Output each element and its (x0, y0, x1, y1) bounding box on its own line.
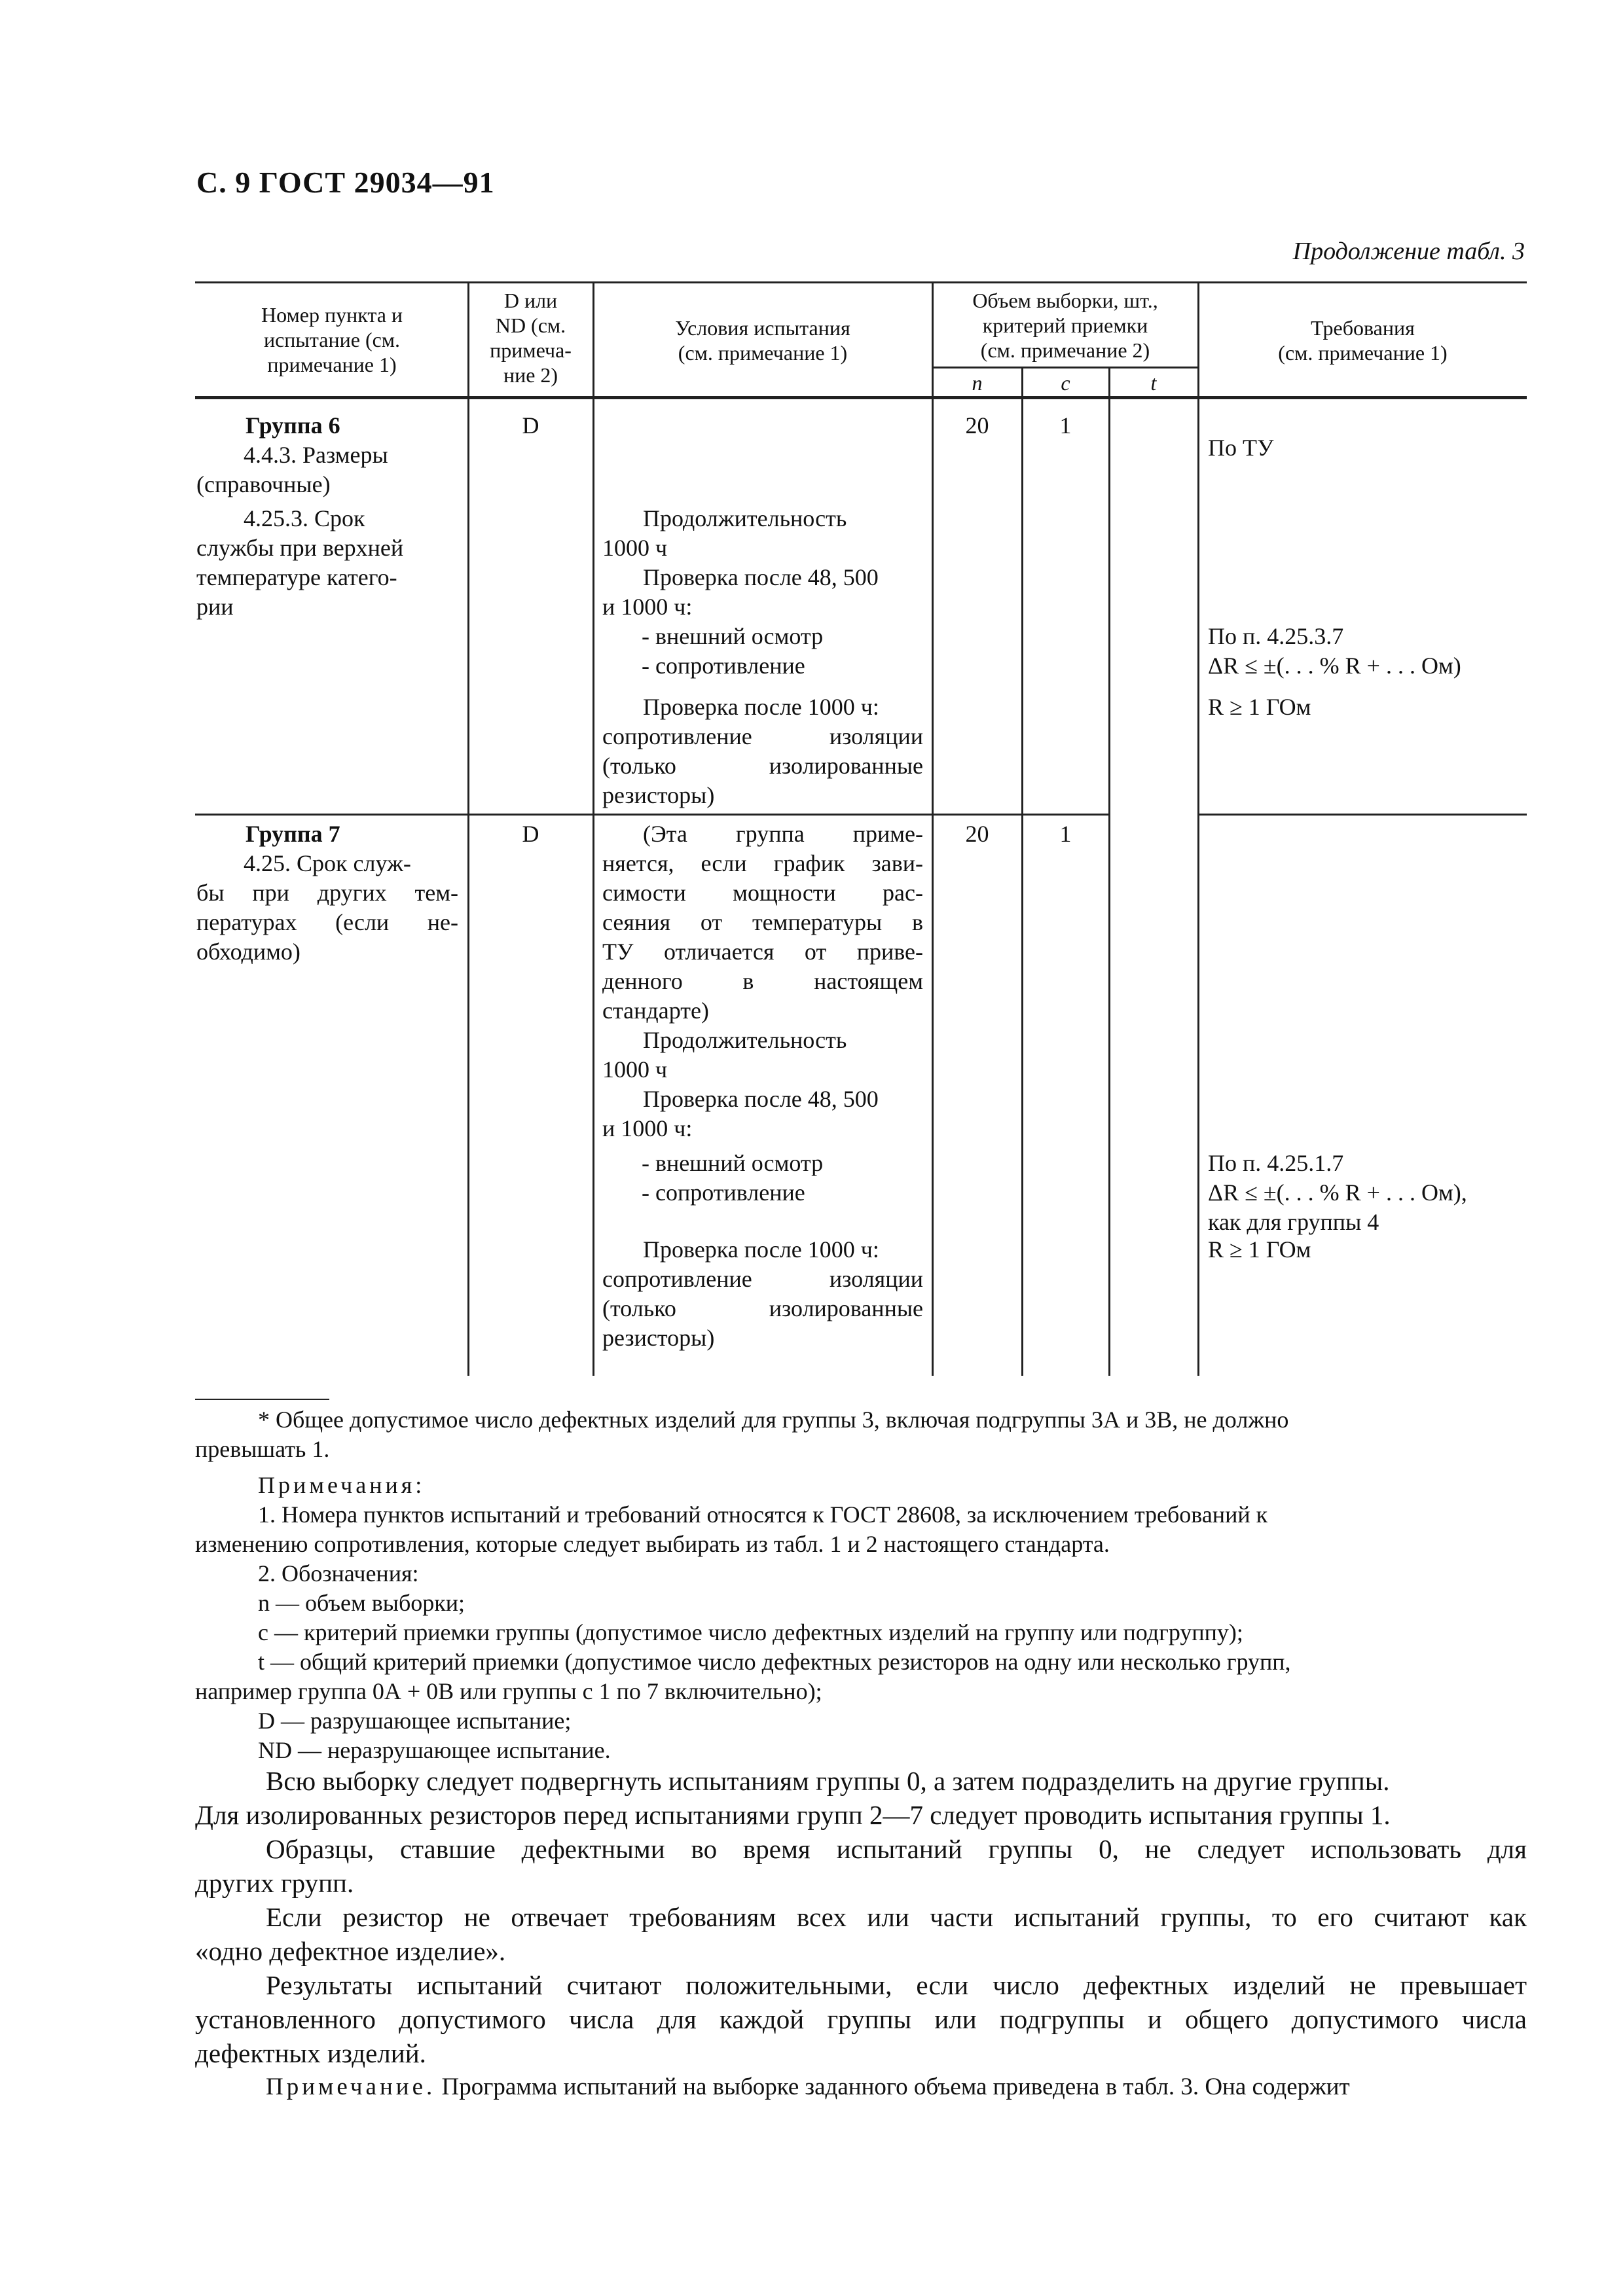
group7-req-resistance: По п. 4.25.1.7 ΔR ≤ ±(. . . % R + . . . Ом), как для группы 4 (1208, 1150, 1467, 1235)
table-header-rule (195, 396, 1527, 399)
note-d-definition: D — разрушающее испытание; (258, 1708, 572, 1734)
table-group6-rule (195, 814, 1108, 816)
body-text: Всю выборку следует подвергнуть испытаниям группы 0, а затем подразделить на другие группы. Для изолированных резисторов перед испытаниями групп 2—7 следует проводить испытания группы 1. Образцы, ставшие дефектными во время испытаний группы 0, не следует использовать для других групп. Если резистор не отвечает требованиям всех или части испытаний группы, то его считают как «одно дефектное изделие». Результаты испытаний считают положительными, если число дефектных изделий не превышает установленного допустимого числа для каждой группы или подгруппы и общего допустимого числа дефектных изделий. Примечание. Программа испытаний на выборке заданного объема приведена в табл. 3. Она содержит (195, 1764, 1527, 2104)
col-divider-c (1108, 367, 1110, 1376)
group6-cond-duration: Продолжительность 1000 ч (602, 505, 847, 561)
header-col-item: Номер пункта и испытание (см. примечание 1) (261, 303, 403, 376)
col-divider-2 (593, 281, 594, 1376)
header-sub-c: c (1061, 371, 1070, 395)
paragraph-1: Всю выборку следует подвергнуть испытаниям группы 0, а затем подразделить на другие группы. (266, 1766, 1390, 1796)
header-sub-n: n (972, 371, 983, 395)
paragraph-4: Результаты испытаний считают положительными, если число дефектных изделий не превышает (266, 1970, 1527, 2000)
group6-item1: 4.4.3. Размеры (справочные) (196, 442, 388, 497)
group6-d: D (522, 412, 539, 439)
group7-cond-list: - внешний осмотр - сопротивление (642, 1150, 824, 1206)
note-c-definition: c — критерий приемки группы (допустимое число дефектных изделий на группу или подгруппу); (258, 1619, 1243, 1645)
group7-d: D (522, 821, 539, 847)
notes-title: Примечания: (258, 1472, 426, 1498)
paragraph-2: Образцы, ставшие дефектными во время испытаний группы 0, не следует использовать для (266, 1834, 1527, 1864)
footnote: * Общее допустимое число дефектных изделий для группы 3, включая подгруппы 3А и 3В, не должно превышать 1. (195, 1407, 1289, 1462)
group6-req-resistance: По п. 4.25.3.7 ΔR ≤ ±(. . . % R + . . . Ом) (1208, 623, 1461, 679)
note-n-definition: n — объем выборки; (258, 1590, 465, 1616)
group6-c: 1 (1059, 412, 1072, 439)
group7-item-cell (246, 819, 455, 849)
table-top-rule (195, 281, 1527, 283)
group7-cond-applicability: (Эта группа приме- няется, если график зави- симости мощности рас- сеяния от температуры в ТУ отличается от приве- денного в настоящем стандарте) (602, 821, 923, 1024)
page-header: С. 9 ГОСТ 29034—91 (196, 166, 495, 199)
group6-req-insulation: R ≥ 1 ГОм (1208, 694, 1311, 720)
group7-c: 1 (1059, 821, 1072, 847)
group6-item-cell (246, 411, 455, 440)
header-col-conditions: Условия испытания (см. примечание 1) (675, 316, 850, 365)
group7-cond-duration: Продолжительность 1000 ч (602, 1027, 847, 1083)
notes-section: Примечания: 1. Номера пунктов испытаний и требований относятся к ГОСТ 28608, за исключением требований к изменению сопротивления, которые следует выбирать из табл. 1 и 2 настоящего стандарта. 2. Обозначения: n — объем выборки; c — критерий приемки группы (допустимое число дефектных изделий на группу или подгруппу); t — общий критерий приемки (допустимое число дефектных резисторов на одну или несколько групп, например группа 0А + 0В или группы с 1 по 7 включительно); D — разрушающее испытание; ND — неразрушающее испытание. (195, 1471, 1527, 1765)
header-col-sample: Объем выборки, шт., критерий приемки (см. примечание 2) (972, 289, 1158, 362)
group6-item2: 4.25.3. Срок службы при верхней температуре катего- рии (196, 505, 404, 620)
group7-cond-insulation: Проверка после 1000 ч: сопротивление изоляции (только изолированные резисторы) (602, 1236, 923, 1351)
note-nd-definition: ND — неразрушающее испытание. (258, 1737, 611, 1763)
group7-item: 4.25. Срок служ- бы при других тем- пературах (если не- обходимо) (196, 850, 458, 965)
header-sub-t: t (1150, 371, 1157, 395)
table-continuation-label: Продолжение табл. 3 (1292, 238, 1525, 265)
group6-cond-insulation: Проверка после 1000 ч: сопротивление изоляции (только изолированные резисторы) (602, 694, 923, 808)
group6-req-tu: По ТУ (1208, 435, 1274, 461)
group6-cond-list: - внешний осмотр - сопротивление (642, 623, 824, 679)
header-col-d-nd: D или ND (см. примеча- ние 2) (490, 289, 572, 387)
footnote-rule (195, 1399, 329, 1400)
group6-n: 20 (965, 412, 989, 439)
group6-cond-check: Проверка после 48, 500 и 1000 ч: (602, 564, 879, 620)
paragraph-3: Если резистор не отвечает требованиям всех или части испытаний группы, то его считают как (266, 1902, 1527, 1932)
table-group7-rule (1197, 814, 1527, 816)
header-col-requirements: Требования (см. примечание 1) (1278, 316, 1448, 365)
col-divider-4 (1197, 281, 1199, 1376)
paragraph-note: Примечание. Программа испытаний на выборке заданного объема приведена в табл. 3. Она содержит (266, 2073, 1350, 2100)
group7-n: 20 (965, 821, 989, 847)
table-subheader-rule (932, 367, 1197, 368)
group6-title: Группа 6 (246, 412, 340, 439)
col-divider-n (1021, 367, 1023, 1376)
group7-req-insulation: R ≥ 1 ГОм (1208, 1236, 1311, 1263)
group7-cond-check: Проверка после 48, 500 и 1000 ч: (602, 1086, 879, 1141)
group7-title: Группа 7 (246, 821, 340, 847)
